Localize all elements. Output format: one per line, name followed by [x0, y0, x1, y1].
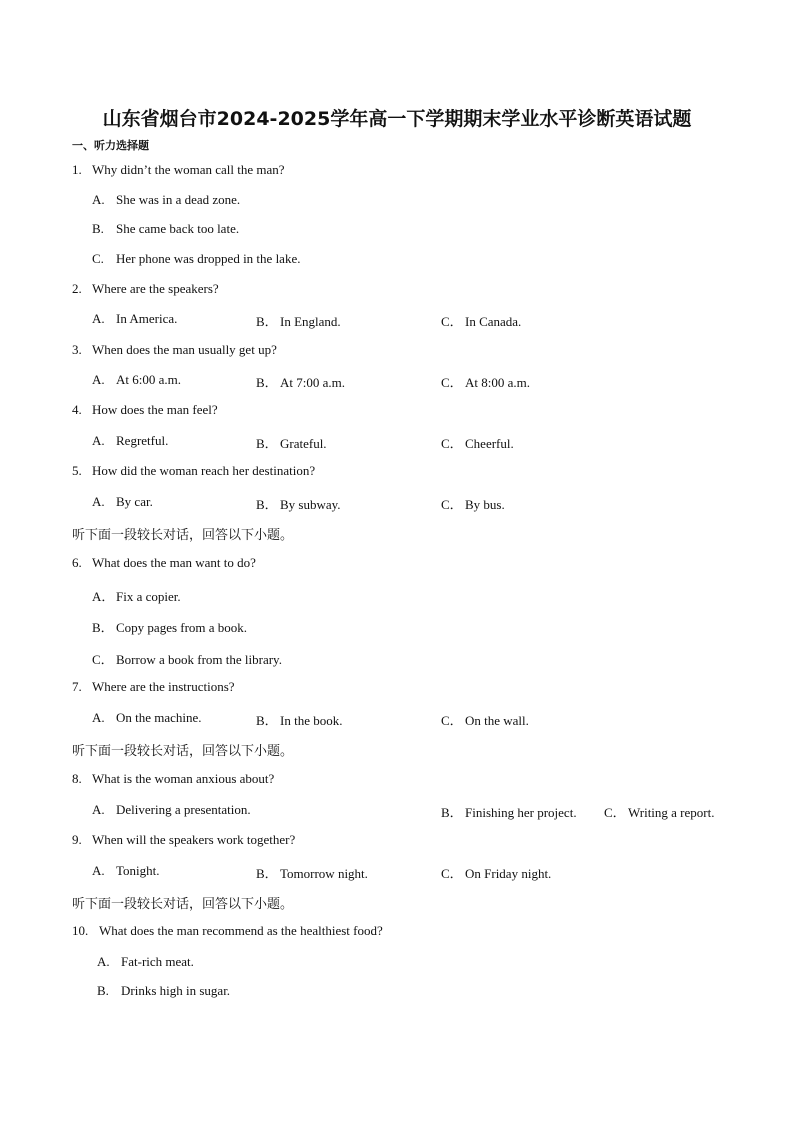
option-text: By bus. — [465, 497, 505, 512]
option-3b[interactable] — [256, 372, 345, 391]
question-7 — [72, 679, 235, 695]
option-2a[interactable] — [92, 311, 177, 327]
option-6a[interactable] — [92, 586, 181, 605]
option-2b[interactable] — [256, 311, 341, 330]
option-7c[interactable] — [441, 710, 529, 729]
option-letter: B. — [97, 983, 109, 998]
option-7b[interactable] — [256, 710, 342, 729]
option-text: At 7:00 a.m. — [280, 375, 345, 390]
option-letter: C． — [441, 314, 463, 329]
question-text: What does the man recommend as the healthiest food? — [99, 923, 383, 938]
option-4c[interactable] — [441, 433, 514, 452]
dialogue-instruction: 听下面一段较长对话，回答以下小题。 — [72, 528, 294, 543]
question-9 — [72, 832, 295, 848]
option-letter: C. — [92, 251, 104, 266]
option-5b[interactable] — [256, 494, 341, 513]
option-letter: A. — [97, 954, 110, 969]
question-text: Why didn’t the woman call the man? — [92, 162, 285, 177]
question-8 — [72, 771, 274, 787]
option-letter: B． — [256, 713, 278, 728]
option-letter: A. — [92, 311, 105, 326]
question-4 — [72, 402, 218, 418]
question-number: 4. — [72, 402, 82, 417]
option-8b[interactable] — [441, 802, 577, 821]
option-letter: C． — [441, 375, 463, 390]
option-letter: C． — [441, 436, 463, 451]
option-text: Tonight. — [116, 863, 160, 878]
option-letter: C． — [604, 805, 626, 820]
section-heading: 一、听力选择题 — [72, 139, 149, 152]
question-number: 2. — [72, 281, 82, 296]
option-text: Drinks high in sugar. — [121, 983, 231, 998]
option-1a[interactable] — [92, 192, 240, 208]
option-text: By car. — [116, 494, 153, 509]
option-5c[interactable] — [441, 494, 505, 513]
option-letter: B． — [256, 314, 278, 329]
option-2c[interactable] — [441, 311, 521, 330]
option-letter: C． — [441, 713, 463, 728]
option-4b[interactable] — [256, 433, 327, 452]
option-text: By subway. — [280, 497, 341, 512]
option-text: Borrow a book from the library. — [116, 652, 282, 667]
question-number: 10. — [72, 923, 89, 938]
option-letter: A. — [92, 802, 105, 817]
question-text: How does the man feel? — [92, 402, 218, 417]
option-letter: A. — [92, 192, 105, 207]
question-number: 6. — [72, 555, 82, 570]
question-text: When does the man usually get up? — [92, 342, 277, 357]
option-text: Delivering a presentation. — [116, 802, 251, 817]
option-letter: A. — [92, 863, 105, 878]
option-text: On the machine. — [116, 710, 202, 725]
option-text: At 8:00 a.m. — [465, 375, 530, 390]
option-text: She was in a dead zone. — [116, 192, 241, 207]
option-text: On the wall. — [465, 713, 529, 728]
option-3a[interactable] — [92, 372, 181, 388]
question-text: What does the man want to do? — [92, 555, 256, 570]
question-text: When will the speakers work together? — [92, 832, 296, 847]
option-4a[interactable] — [92, 433, 168, 449]
question-text: Where are the speakers? — [92, 281, 219, 296]
option-letter: A. — [92, 494, 105, 509]
option-9b[interactable] — [256, 863, 368, 882]
option-text: Fat-rich meat. — [121, 954, 194, 969]
option-letter: C． — [441, 866, 463, 881]
option-6c[interactable] — [92, 649, 282, 668]
option-6b[interactable] — [92, 617, 247, 636]
option-3c[interactable] — [441, 372, 530, 391]
question-text: How did the woman reach her destination? — [92, 463, 316, 478]
option-text: At 6:00 a.m. — [116, 372, 181, 387]
option-text: In America. — [116, 311, 178, 326]
question-number: 1. — [72, 162, 82, 177]
option-letter: A. — [92, 372, 105, 387]
option-text: She came back too late. — [116, 221, 240, 236]
question-number: 7. — [72, 679, 82, 694]
option-text: Her phone was dropped in the lake. — [116, 251, 301, 266]
option-text: Regretful. — [116, 433, 169, 448]
option-letter: B． — [92, 620, 114, 635]
option-text: Copy pages from a book. — [116, 620, 248, 635]
option-letter: B． — [256, 497, 278, 512]
option-8a[interactable] — [92, 802, 251, 818]
question-10 — [72, 923, 383, 939]
option-letter: B. — [92, 221, 104, 236]
option-text: On Friday night. — [465, 866, 552, 881]
dialogue-instruction: 听下面一段较长对话，回答以下小题。 — [72, 897, 294, 912]
option-text: Writing a report. — [628, 805, 715, 820]
option-9c[interactable] — [441, 863, 551, 882]
option-letter: A. — [92, 433, 105, 448]
question-number: 8. — [72, 771, 82, 786]
option-letter: A. — [92, 710, 105, 725]
option-text: In England. — [280, 314, 341, 329]
option-text: In the book. — [280, 713, 343, 728]
option-letter: A． — [92, 589, 115, 604]
option-text: Fix a copier. — [116, 589, 181, 604]
option-letter: B． — [441, 805, 463, 820]
option-text: Finishing her project. — [465, 805, 577, 820]
question-text: What is the woman anxious about? — [92, 771, 275, 786]
option-letter: B． — [256, 866, 278, 881]
option-letter: B． — [256, 436, 278, 451]
question-1 — [72, 162, 285, 178]
option-text: Cheerful. — [465, 436, 514, 451]
option-10b[interactable] — [97, 983, 230, 999]
option-10a[interactable] — [97, 954, 194, 970]
option-7a[interactable] — [92, 710, 202, 726]
question-number: 9. — [72, 832, 82, 847]
option-5a[interactable] — [92, 494, 153, 510]
question-5 — [72, 463, 315, 479]
option-1c[interactable] — [92, 251, 300, 267]
option-text: In Canada. — [465, 314, 522, 329]
option-letter: C． — [92, 652, 114, 667]
option-letter: C． — [441, 497, 463, 512]
question-3 — [72, 342, 277, 358]
option-text: Grateful. — [280, 436, 327, 451]
option-8c[interactable] — [604, 802, 714, 821]
question-number: 5. — [72, 463, 82, 478]
option-1b[interactable] — [92, 221, 239, 237]
question-6 — [72, 555, 256, 571]
question-number: 3. — [72, 342, 82, 357]
dialogue-instruction: 听下面一段较长对话，回答以下小题。 — [72, 744, 294, 759]
option-letter: B． — [256, 375, 278, 390]
question-text: Where are the instructions? — [92, 679, 235, 694]
question-2 — [72, 281, 219, 297]
option-text: Tomorrow night. — [280, 866, 368, 881]
option-9a[interactable] — [92, 863, 160, 879]
page-title: 山东省烟台市2024-2025学年高一下学期期末学业水平诊断英语试题 — [102, 108, 692, 130]
